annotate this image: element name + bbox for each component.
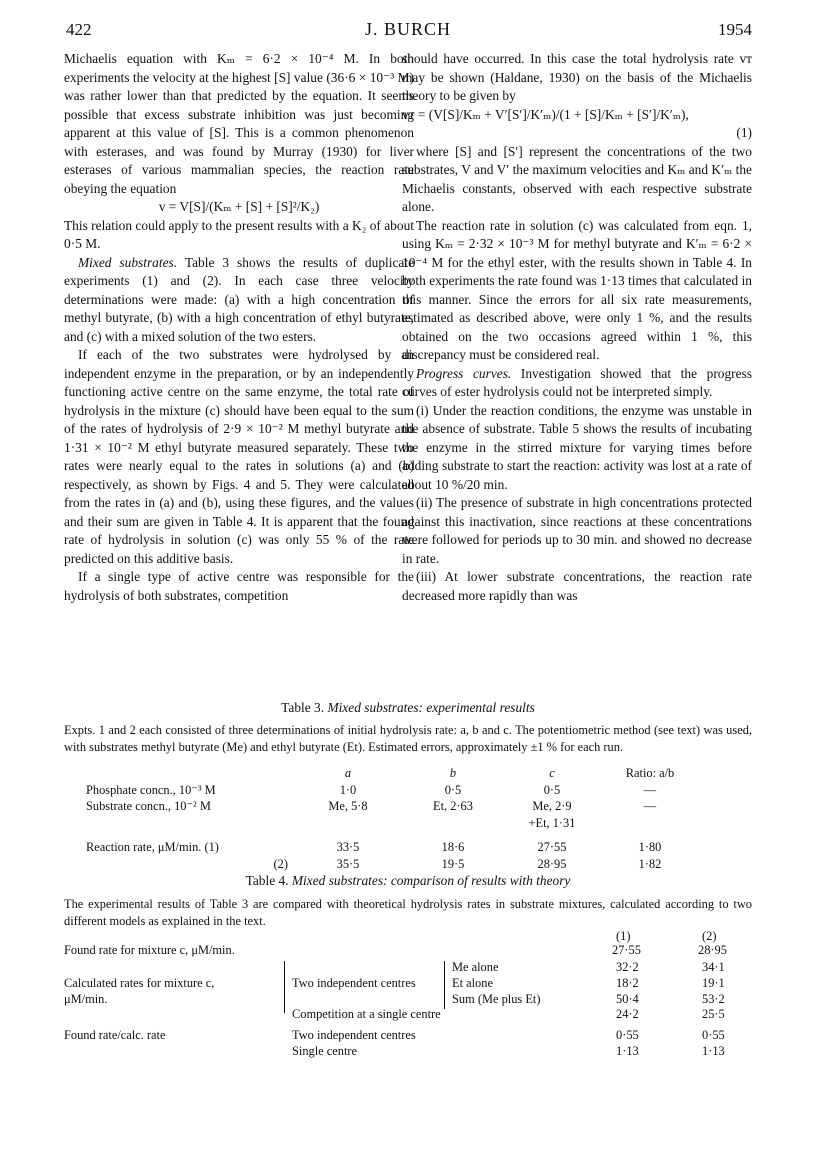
table3: [86, 765, 708, 872]
table-cell: 34·1: [702, 960, 725, 974]
table-cell: Et, 2·63: [433, 799, 473, 813]
column-header: Ratio: a/b: [625, 766, 675, 780]
paragraph-text: Investigation showed that the progress curves of ester hydrolysis could not be interpreted simply.: [402, 365, 752, 399]
running-header-author: J. BURCH: [364, 19, 452, 39]
cell-line: Me, 2·9: [532, 799, 572, 813]
table-cell: 28·95: [537, 856, 567, 871]
table-cell: [512, 798, 592, 831]
table-cell: 18·2: [616, 976, 639, 990]
table-cell: 33·5: [336, 840, 360, 854]
table-cell: 18·6: [441, 840, 465, 854]
paragraph: Michaelis equation with Kₘ = 6·2 × 10⁻⁴ M. In both experiments the velocity at the highest [S] value (36·6 × 10⁻³ M) was rather lower than that predicted by the equation. It seems possible that excess substrate inhibition was just becoming apparent at this value of [S]. This is a common phenomenon with esterases, and was found by Murray (1930) for liver esterases of various mammalian species, the reaction rate obeying the equation: [64, 51, 414, 196]
paragraph: If a single type of active centre was responsible for the hydrolysis of both substrates, competition: [64, 569, 414, 603]
table-cell: 27·55: [537, 840, 567, 854]
table-row: [86, 798, 708, 831]
table-cell: 50·4: [616, 992, 639, 1006]
table-cell: Me, 5·8: [328, 799, 368, 813]
column-header: a: [344, 766, 352, 780]
row-label: Two independent centres: [292, 976, 416, 990]
table4-caption: [0, 873, 816, 889]
column-header: (1): [616, 929, 631, 943]
table-cell: 53·2: [702, 992, 725, 1006]
column-header: c: [549, 766, 555, 780]
table-cell: 19·1: [702, 976, 725, 990]
paragraph: The reaction rate in solution (c) was calculated from eqn. 1, using Kₘ = 2·32 × 10⁻³ M for methyl butyrate and K′ₘ = 6·2 × 10⁻⁴ M for the ethyl ester, with the results shown in Table 4. In both experiments the rate found was 1·13 times that calculated in this manner. Since the errors for all six rate measurements, estimated as described above, were only 1 %, and the results obtained on the two occasions agreed within 1 %, this discrepancy must be considered real.: [402, 217, 752, 362]
inner-brace: [444, 961, 445, 1009]
section-run-in-title: Mixed substrates.: [78, 254, 178, 270]
row-label: Substrate concn., 10⁻² M: [86, 799, 211, 813]
paragraph: (i) Under the reaction conditions, the enzyme was unstable in the absence of substrate. Table 5 shows the results of incubating the enzyme in the stirred mixture for varying times before adding substrate to start the reaction: activity was lost at a rate of about 10 %/20 min.: [402, 402, 752, 492]
row-label: Single centre: [292, 1044, 358, 1058]
row-label: μM/min.: [64, 992, 108, 1006]
row-label: Competition at a single centre: [292, 1007, 441, 1021]
equation-total-rate: [402, 106, 752, 143]
table-cell: 28·95: [698, 943, 727, 957]
row-label: Found rate for mixture c, μM/min.: [64, 943, 235, 957]
table-cell: 1·13: [616, 1044, 639, 1058]
row-label: (2): [273, 856, 288, 871]
table-cell: 1·0: [339, 782, 357, 797]
table3-caption: [0, 700, 816, 716]
equation-body: vᴛ = (V[S]/Kₘ + V′[S′]/K′ₘ)/(1 + [S]/Kₘ + [S′]/K′ₘ),: [402, 106, 689, 122]
table-row: [86, 782, 708, 799]
table4-label: Table 4.: [245, 873, 289, 888]
table-cell: 0·5: [444, 782, 462, 797]
table-cell: 24·2: [616, 1007, 639, 1021]
table-cell: 25·5: [702, 1007, 725, 1021]
table3-label: Table 3.: [281, 700, 325, 715]
row-label: Sum (Me plus Et): [452, 992, 541, 1006]
table-cell: 27·55: [612, 943, 641, 957]
table4-title: Mixed substrates: comparison of results with theory: [291, 873, 571, 888]
table-cell: 1·82: [638, 856, 662, 871]
table-row: [86, 856, 708, 873]
paragraph: should have occurred. In this case the total hydrolysis rate vᴛ may be shown (Haldane, 1930) on the basis of the Michaelis theory to be given by: [402, 51, 752, 103]
row-label: Me alone: [452, 960, 499, 974]
row-label: Reaction rate, μM/min. (1): [86, 840, 219, 854]
table-cell: 1·13: [702, 1044, 725, 1058]
paragraph-text: Table 3 shows the results of duplicate experiments (1) and (2). In each case three velocity determinations were made: (a) with a high concentration of methyl butyrate, (b) with a high concentration of ethyl butyrate, and (c) with a mixed solution of the two esters.: [64, 254, 415, 344]
row-label: Found rate/calc. rate: [64, 1028, 166, 1042]
row-label: Phosphate concn., 10⁻³ M: [86, 782, 216, 797]
column-header: (2): [702, 929, 717, 943]
paragraph: [402, 365, 752, 402]
paragraph: (ii) The presence of substrate in high concentrations protected against this inactivation, since reactions at these concentrations were followed for periods up to 30 min. and showed no decrease in rate.: [402, 495, 752, 566]
cell-line: +Et, 1·31: [528, 815, 576, 830]
running-header-year: 1954: [718, 20, 752, 39]
right-column: [402, 50, 752, 605]
row-label: Calculated rates for mixture c,: [64, 976, 215, 990]
table4-note: The experimental results of Table 3 are compared with theoretical hydrolysis rates in substrate mixtures, calculated according to two different models as explained in the text.: [64, 897, 752, 928]
left-column: [64, 50, 414, 605]
table-cell: 0·5: [543, 782, 561, 797]
table-cell: 0·55: [702, 1028, 725, 1042]
column-header: b: [449, 766, 457, 780]
section-run-in-title: Progress curves.: [416, 365, 512, 381]
row-label: Two independent centres: [292, 1028, 416, 1042]
table-cell: 32·2: [616, 960, 639, 974]
paragraph: [64, 254, 414, 347]
paragraph: If each of the two substrates were hydrolysed by an independent enzyme in the preparation, or by an independently functioning active centre on the same enzyme, the total rate of hydrolysis in the mixture (c) should have been equal to the sum of the rates of hydrolysis of 2·9 × 10⁻² M methyl butyrate and 1·31 × 10⁻² M ethyl butyrate measured separately. These two rates were nearly equal to the rates in solutions (a) and (b) respectively, as shown by Figs. 4 and 5. They were calculated from the rates in (a) and (b), using these figures, and the values and their sum are given in Table 4. It is apparent that the found rate of hydrolysis in solution (c) was only 55 % of the rate predicted on this additive basis.: [64, 347, 414, 566]
paragraph: This relation could apply to the present results with a K₂ of about 0·5 M.: [64, 217, 414, 251]
table-cell: —: [643, 782, 657, 797]
table-cell: 35·5: [336, 856, 360, 871]
paragraph: (iii) At lower substrate concentrations, the reaction rate decreased more rapidly than was: [402, 569, 752, 603]
table-row: [86, 839, 708, 856]
page-number: 422: [66, 20, 92, 39]
table3-note: Expts. 1 and 2 each consisted of three determinations of initial hydrolysis rate: a, b and c. The potentiometric method (see text) was used, with substrates methyl butyrate (Me) and ethyl butyrate (Et). Estimated errors, approximately ±1 % for each run.: [64, 723, 752, 754]
equation-number: (1): [736, 125, 752, 140]
table3-title: Mixed substrates: experimental results: [327, 700, 535, 715]
row-label: Et alone: [452, 976, 493, 990]
equation-inhibition: v = V[S]/(Kₘ + [S] + [S]²/K₂): [158, 199, 320, 214]
outer-brace: [284, 961, 285, 1013]
table-cell: 0·55: [616, 1028, 639, 1042]
table-cell: 1·80: [638, 840, 662, 854]
paragraph: where [S] and [S′] represent the concentrations of the two substrates, V and V′ the maximum velocities and Kₘ and K′ₘ the Michaelis constants, observed with each respective substrate alone.: [402, 143, 752, 214]
table-cell: —: [643, 799, 657, 813]
table-header-row: [86, 765, 708, 782]
table-cell: 19·5: [441, 856, 465, 871]
